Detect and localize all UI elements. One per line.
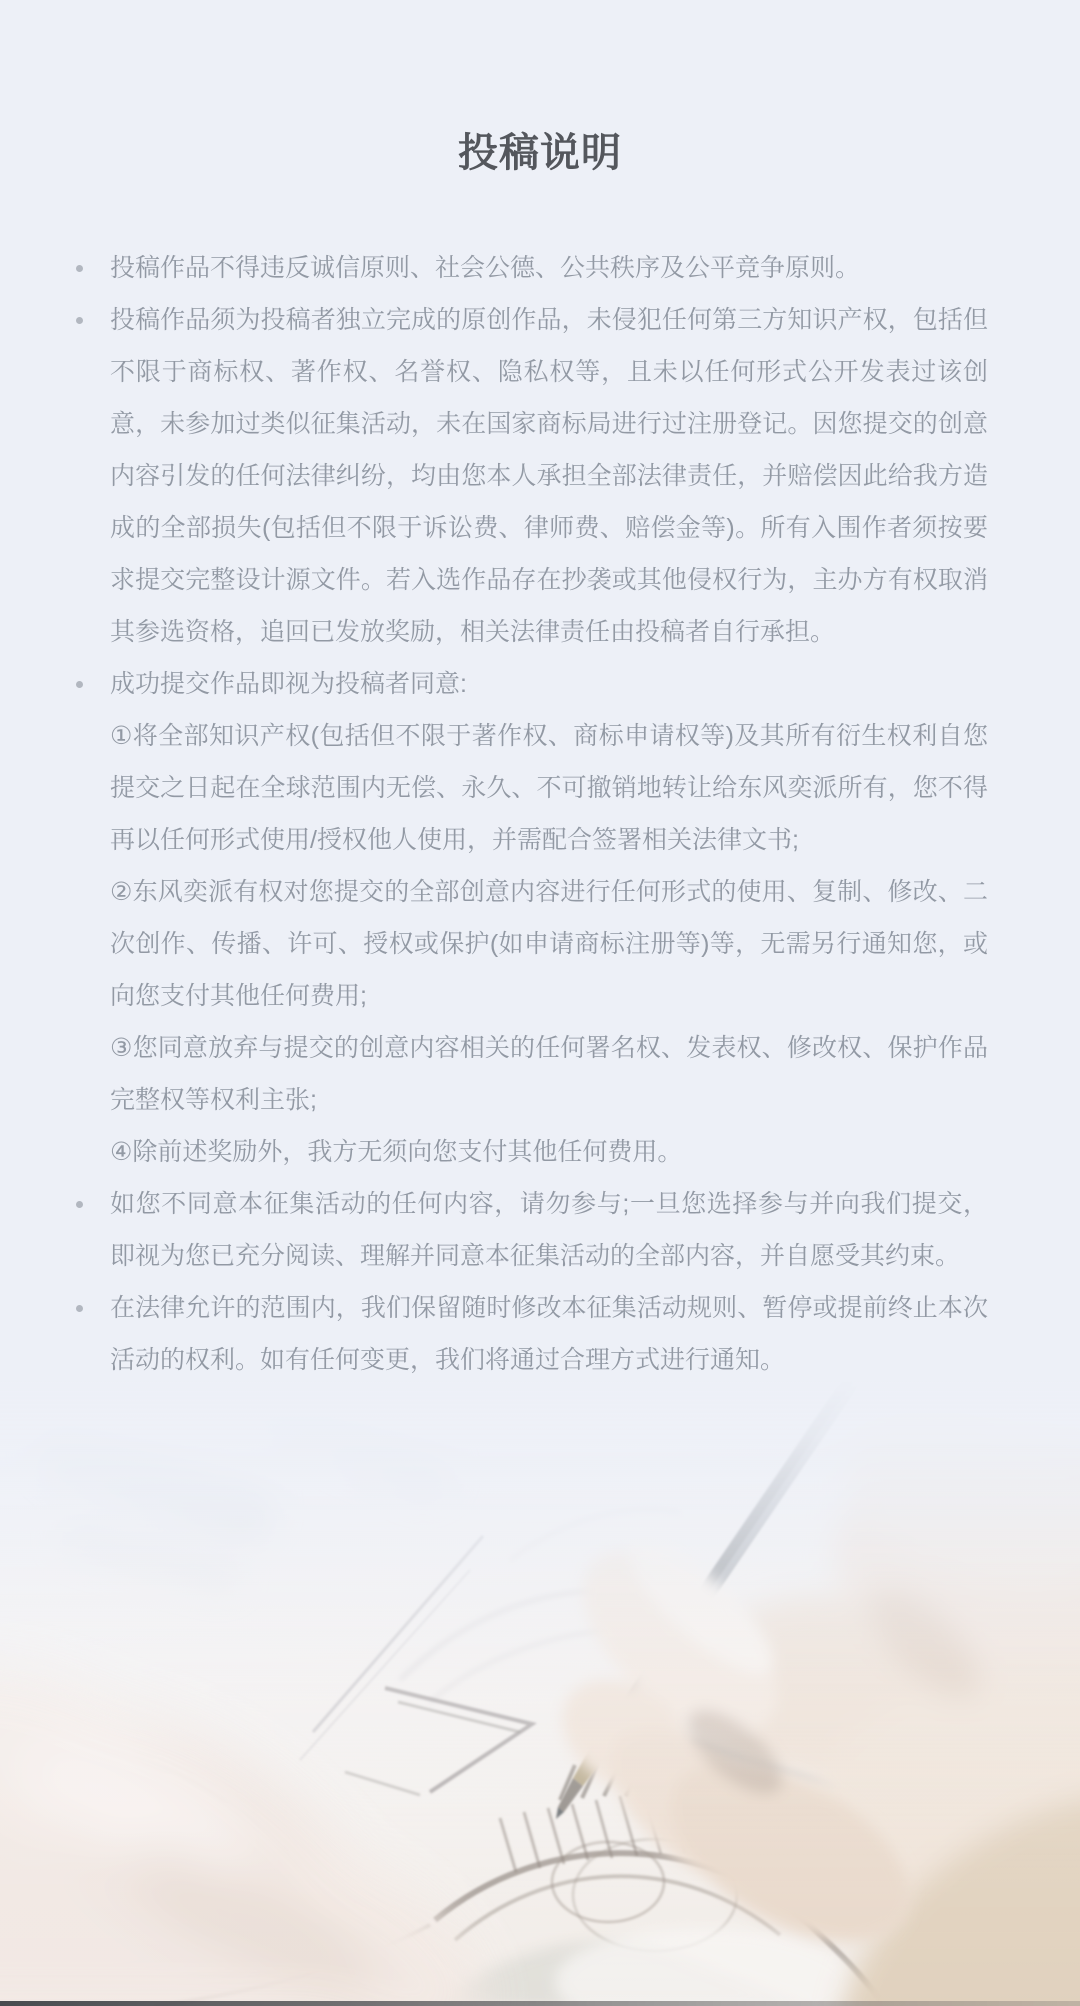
bullet-dot-icon [76, 681, 83, 688]
notice-text: 成功提交作品即视为投稿者同意: [110, 670, 467, 698]
notice-clause: ②东风奕派有权对您提交的全部创意内容进行任何形式的使用、复制、修改、二次创作、传播、许可、授权或保护(如申请商标注册等)等，无需另行通知您，或向您支付其他任何费用; [110, 878, 988, 1010]
notice-item [110, 1282, 988, 1386]
bullet-dot-icon [76, 317, 83, 324]
notice-text: 投稿作品须为投稿者独立完成的原创作品，未侵犯任何第三方知识产权，包括但不限于商标权、著作权、名誉权、隐私权等，且未以任何形式公开发表过该创意，未参加过类似征集活动，未在国家商标局进行过注册登记。因您提交的创意内容引发的任何法律纠纷，均由您本人承担全部法律责任，并赔偿因此给我方造成的全部损失(包括但不限于诉讼费、律师费、赔偿金等)。所有入围作者须按要求提交完整设计源文件。若入选作品存在抄袭或其他侵权行为，主办方有权取消其参选资格，追回已发放奖励，相关法律责任由投稿者自行承担。 [110, 306, 988, 646]
notice-item [110, 242, 988, 294]
notice-item [110, 658, 988, 1178]
bullet-dot-icon [76, 265, 83, 272]
notice-text: 在法律允许的范围内，我们保留随时修改本征集活动规则、暂停或提前终止本次活动的权利。如有任何变更，我们将通过合理方式进行通知。 [110, 1294, 988, 1374]
bullet-dot-icon [76, 1305, 83, 1312]
notice-clause: ④除前述奖励外，我方无须向您支付其他任何费用。 [110, 1138, 683, 1166]
notice-list [110, 242, 988, 1386]
footer-photo [0, 1380, 1080, 2006]
notice-item [110, 294, 988, 658]
notice-item [110, 1178, 988, 1282]
photo-fade-gradient [0, 1380, 1080, 2006]
notice-text: 投稿作品不得违反诚信原则、社会公德、公共秩序及公平竞争原则。 [110, 254, 861, 282]
bottom-edge-strip [0, 2001, 1080, 2006]
bullet-dot-icon [76, 1201, 83, 1208]
page-title: 投稿说明 [458, 131, 622, 175]
notice-clause: ③您同意放弃与提交的创意内容相关的任何署名权、发表权、修改权、保护作品完整权等权利主张; [110, 1034, 988, 1114]
notice-item-body [110, 658, 988, 1178]
notice-text: 如您不同意本征集活动的任何内容，请勿参与;一旦您选择参与并向我们提交，即视为您已充分阅读、理解并同意本征集活动的全部内容，并自愿受其约束。 [110, 1190, 988, 1270]
notice-clause: ①将全部知识产权(包括但不限于著作权、商标申请权等)及其所有衍生权利自您提交之日起在全球范围内无偿、永久、不可撤销地转让给东风奕派所有，您不得再以任何形式使用/授权他人使用，并需配合签署相关法律文书; [110, 722, 988, 854]
